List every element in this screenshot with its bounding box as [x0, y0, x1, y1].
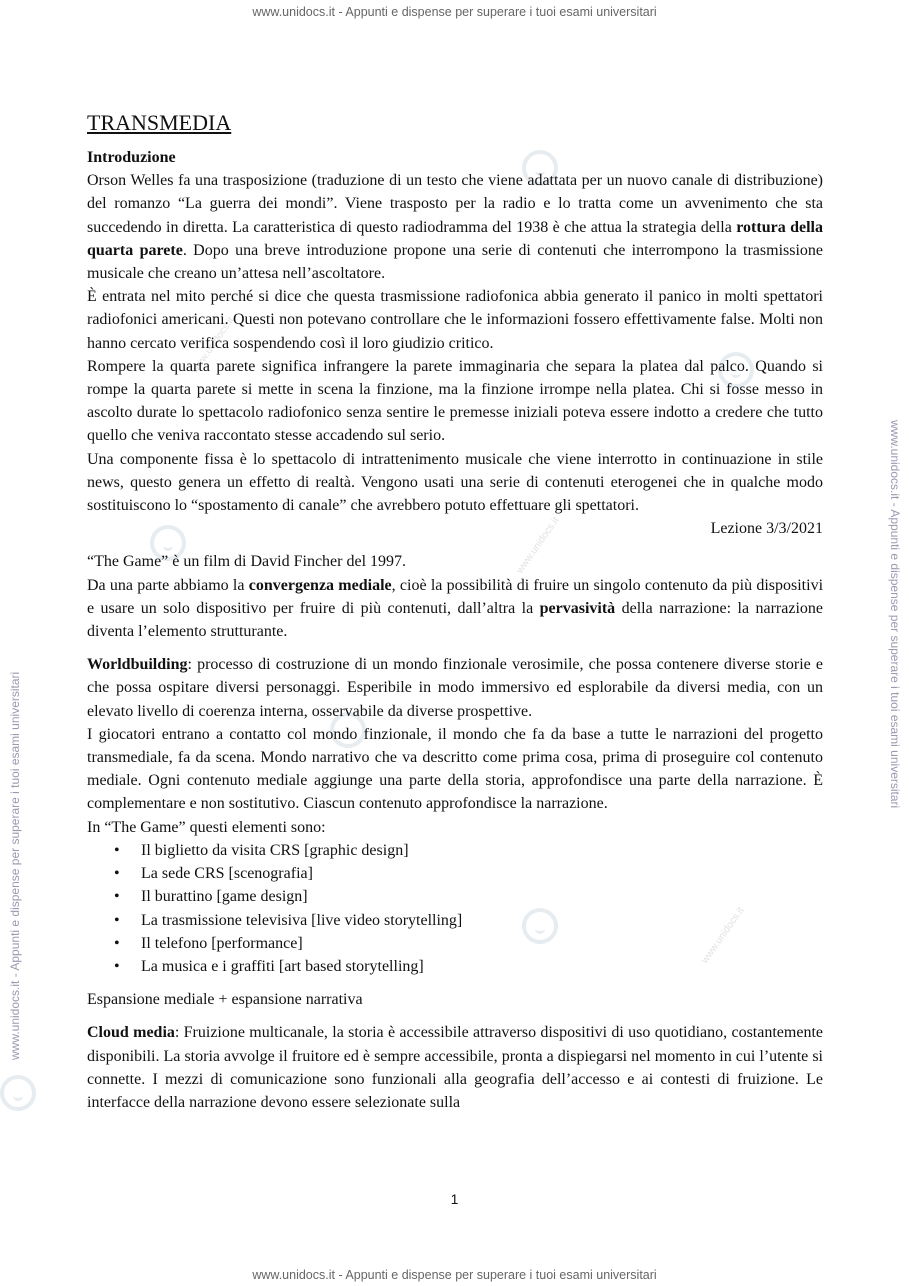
watermark-top-text: www.unidocs.it - Appunti e dispense per superare i tuoi esami universitari: [252, 5, 657, 19]
list-item: • Il biglietto da visita CRS [graphic design]: [141, 839, 823, 862]
paragraph: È entrata nel mito perché si dice che questa trasmissione radiofonica abbia generato il panico in molti spettatori radiofonici americani. Questi non potevano controllare che le informazioni fossero effettivamente false. Molti non hanno cercato verifica sospendendo così il loro giudizio critico.: [87, 288, 823, 352]
watermark-diagonal: www.unidocs.it: [514, 515, 562, 576]
lesson-date: Lezione 3/3/2021: [710, 520, 823, 538]
page-number: 1: [450, 1191, 459, 1207]
paragraph: I giocatori entrano a contatto col mondo finzionale, il mondo che fa da base a tutte le narrazioni del progetto transmediale, fa da scena. Mondo narrativo che va descritto come prima cosa, prima di proseguire col contenuto mediale. Ogni contenuto mediale aggiunge una parte della storia, approfondisce una parte della narrazione. È complementare e non sostitutivo. Ciascun contenuto approfondisce la narrazione.: [87, 725, 823, 813]
paragraph: Da una parte abbiamo la convergenza mediale, cioè la possibilità di fruire un singolo contenuto da più dispositivi e usare un solo dispositivo per fruire di più contenuti, dall’altra la pervasività della narrazione: la narrazione diventa l’elemento strutturante.: [87, 576, 824, 641]
bullet-list: [87, 839, 823, 978]
paragraph: Espansione mediale + espansione narrativa: [87, 991, 363, 1009]
document-page: [87, 108, 823, 1114]
watermark-bottom-text: www.unidocs.it - Appunti e dispense per superare i tuoi esami universitari: [252, 1268, 657, 1282]
watermark-side-right: www.unidocs.it - Appunti e dispense per superare i tuoi esami universitari: [888, 420, 902, 809]
list-item: • La sede CRS [scenografia]: [141, 862, 823, 885]
document-title: TRANSMEDIA: [87, 110, 232, 135]
section-heading-introduzione: Introduzione: [87, 149, 176, 166]
watermark-side-left: www.unidocs.it - Appunti e dispense per superare i tuoi esami universitari: [8, 671, 22, 1060]
list-item: • Il telefono [performance]: [141, 932, 823, 955]
watermark-diagonal: www.unidocs.it: [699, 905, 747, 966]
list-item: • Il burattino [game design]: [141, 885, 823, 908]
watermark-diagonal: www.unidocs.it: [189, 315, 237, 376]
paragraph: Una componente fissa è lo spettacolo di intrattenimento musicale che viene interrotto in continuazione in stile news, questo genera un effetto di realtà. Vengono usati una serie di contenuti eterogenei che in qualche modo sostituiscono lo “spostamento di canale” che avrebbero potuto effettuare gli spettatori.: [87, 450, 823, 515]
watermark-top: [0, 5, 909, 19]
paragraph-worldbuilding: Worldbuilding: processo di costruzione di un mondo finzionale verosimile, che possa contenere diverse storie e che possa ospitare diversi personaggi. Esperibile in modo immersivo ed esplorabile da diversi media, con un elevato livello di coerenza interna, osservabile da diverse prospettive.: [87, 656, 823, 720]
paragraph: Rompere la quarta parete significa infrangere la parete immaginaria che separa la platea dal palco. Quando si rompe la quarta parete si mette in scena la finzione, ma la finzione irrompe nella platea. Chi si fosse messo in ascolto durate lo spettacolo radiofonico senza sentire le premesse iniziali poteva essere indotto a credere che tutto quello che veniva raccontato stesse accadendo sul serio.: [87, 357, 823, 445]
paragraph: Orson Welles fa una trasposizione (traduzione di un testo che viene adattata per un nuovo canale di distribuzione) del romanzo “La guerra dei mondi”. Viene trasposto per la radio e lo tratta come un avvenimento che sta succedendo in diretta. La caratteristica di questo radiodramma del 1938 è che attua la strategia della rottura della quarta parete. Dopo una breve introduzione propone una serie di contenuti che interrompono la trasmissione musicale che creano un’attesa nell’ascoltatore.: [87, 172, 824, 283]
list-intro: In “The Game” questi elementi sono:: [87, 818, 326, 836]
paragraph-cloud-media: Cloud media: Fruizione multicanale, la storia è accessibile attraverso dispositivi di uso quotidiano, costantemente disponibili. La storia avvolge il fruitore ed è sempre accessibile, pronta a dispiegarsi nel momento in cui l’utente si connette. I mezzi di comunicazione sono funzionali alla geografia dell’accesso e ai contesti di fruizione. Le interfacce della narrazione devono essere selezionate sulla: [87, 1024, 823, 1111]
watermark-bottom: [0, 1268, 909, 1282]
paragraph: “The Game” è un film di David Fincher del 1997.: [87, 553, 407, 571]
list-item: • La trasmissione televisiva [live video storytelling]: [141, 909, 823, 932]
list-item: • La musica e i graffiti [art based storytelling]: [141, 955, 823, 978]
watermark-logo-icon: [0, 1075, 36, 1111]
